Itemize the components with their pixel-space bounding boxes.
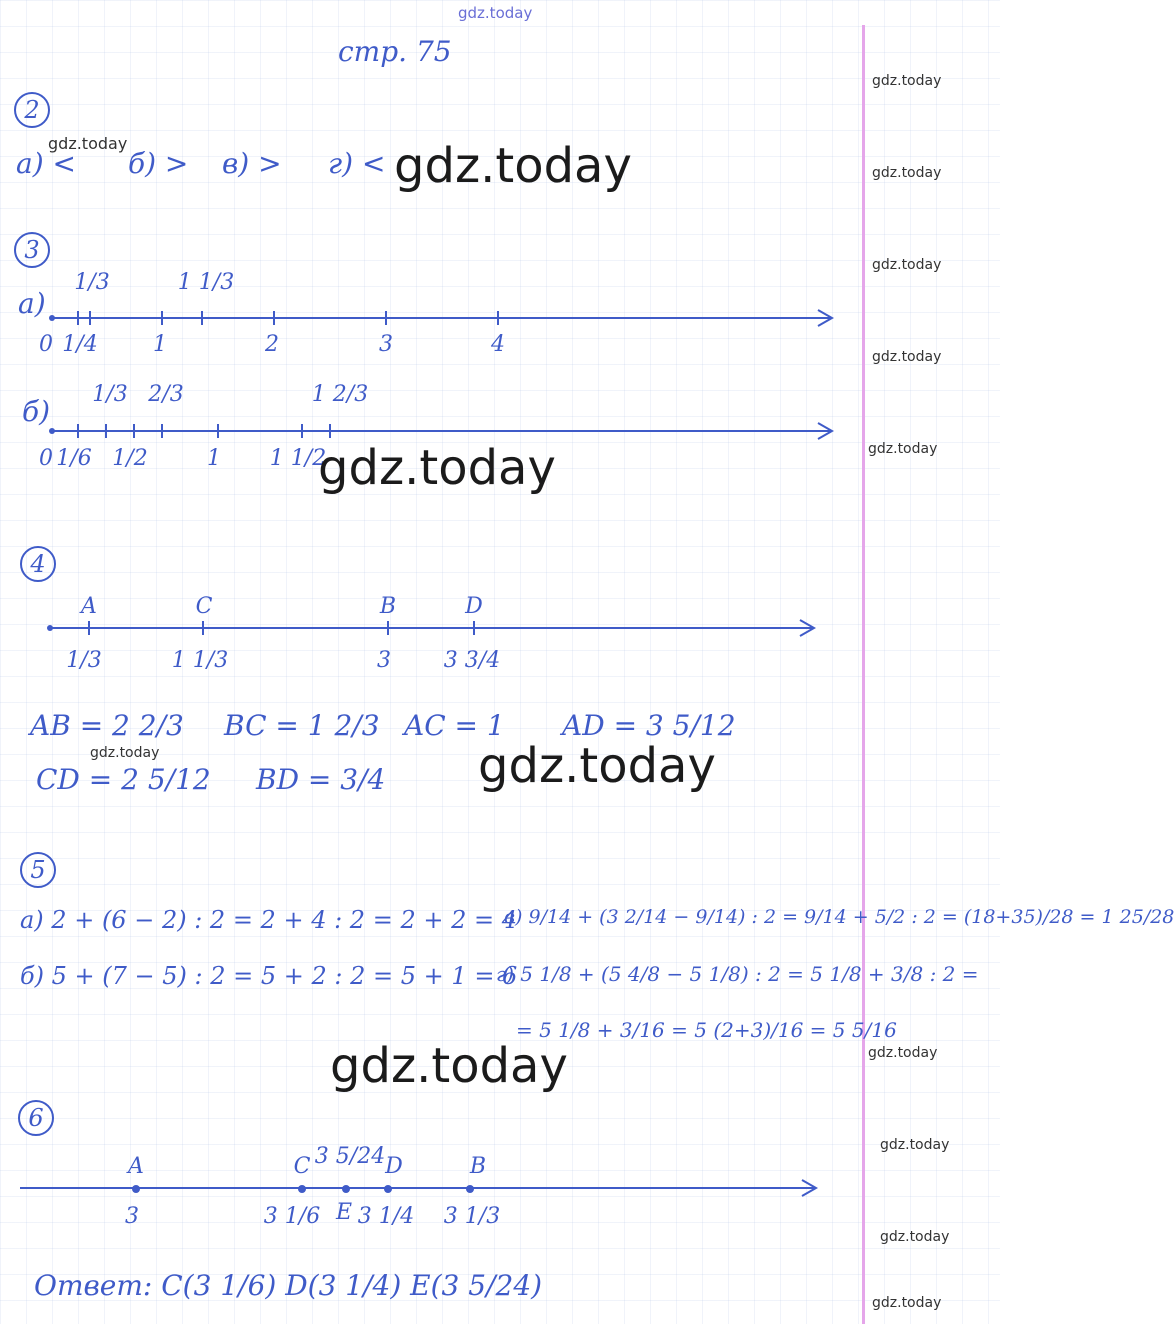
- task-5-number: 5: [20, 852, 56, 888]
- watermark-small: gdz.today: [872, 257, 942, 273]
- watermark-big: gdz.today: [478, 738, 716, 794]
- task-4-result-ab: AB = 2 2/3: [30, 709, 184, 742]
- watermark-small: gdz.today: [872, 1295, 942, 1311]
- watermark-small: gdz.today: [872, 165, 942, 181]
- task-3a-above-1: 1/3: [74, 270, 110, 295]
- task-3b-below-1: 1/6: [56, 446, 92, 471]
- task-3b-above-2: 2/3: [148, 382, 184, 407]
- watermark-small: gdz.today: [880, 1137, 950, 1153]
- watermark-top: gdz.today: [458, 4, 533, 22]
- task-3b-below-0: 0: [39, 446, 53, 471]
- task-4-result-bd: BD = 3/4: [256, 763, 386, 796]
- watermark-small: gdz.today: [872, 349, 942, 365]
- task-6-number: 6: [18, 1100, 54, 1136]
- watermark-small: gdz.today: [880, 1229, 950, 1245]
- task-4-point-d: D: [465, 594, 483, 619]
- task-5-line-g-cont: = 5 1/8 + 3/16 = 5 (2+3)/16 = 5 5/16: [516, 1018, 897, 1042]
- task-6-above-d: D: [385, 1154, 403, 1179]
- task-6-below-d: 3 1/4: [357, 1204, 415, 1229]
- task-6-below-a: 3: [125, 1204, 139, 1229]
- task-2-answer-g: г) <: [328, 147, 386, 180]
- task-5-line-v: в) 9/14 + (3 2/14 − 9/14) : 2 = 9/14 + 5/2 : 2 = (18+35)/28 = 1 25/28: [504, 906, 1174, 928]
- task-6-answer: Ответ: C(3 1/6) D(3 1/4) E(3 5/24): [34, 1269, 543, 1302]
- task-4-point-b: B: [379, 594, 397, 619]
- task-4-value-b: 3: [377, 648, 391, 673]
- task-4-result-ac: AC = 1: [404, 709, 505, 742]
- task-6-above-b: B: [469, 1154, 487, 1179]
- task-3b-below-3: 1: [207, 446, 221, 471]
- task-2-number: 2: [14, 92, 50, 128]
- task-4-value-d: 3 3/4: [443, 648, 501, 673]
- task-4-point-c: C: [195, 594, 213, 619]
- task-4-value-c: 1 1/3: [171, 648, 229, 673]
- task-4-result-ad: AD = 3 5/12: [562, 709, 736, 742]
- watermark-small: gdz.today: [868, 1045, 938, 1061]
- watermark-small: gdz.today: [48, 134, 128, 153]
- page-title: стр. 75: [338, 35, 452, 68]
- task-3a-label: а): [18, 287, 46, 320]
- task-3a-below-4: 3: [379, 332, 393, 357]
- task-4-value-a: 1/3: [66, 648, 102, 673]
- task-3a-below-1: 1/4: [62, 332, 98, 357]
- watermark-small: gdz.today: [868, 441, 938, 457]
- task-5-line-a: а) 2 + (6 − 2) : 2 = 2 + 4 : 2 = 2 + 2 = 4: [20, 906, 517, 934]
- task-3b-above-3: 1 2/3: [311, 382, 369, 407]
- task-6-below-e: E: [335, 1200, 353, 1225]
- task-2-answer-a: а) <: [16, 147, 76, 180]
- task-3a-above-2: 1 1/3: [177, 270, 235, 295]
- task-3a-below-5: 4: [491, 332, 505, 357]
- task-5-line-g: г) 5 1/8 + (5 4/8 − 5 1/8) : 2 = 5 1/8 + 3/8 : 2 =: [496, 962, 979, 986]
- task-3b-below-2: 1/2: [112, 446, 148, 471]
- task-3a-below-3: 2: [265, 332, 279, 357]
- watermark-small: gdz.today: [90, 745, 160, 761]
- task-2-answer-b: б) >: [128, 147, 189, 180]
- task-2-answer-v: в) >: [222, 147, 282, 180]
- task-5-line-b: б) 5 + (7 − 5) : 2 = 5 + 2 : 2 = 5 + 1 = 6: [20, 962, 518, 990]
- task-4-result-bc: BC = 1 2/3: [224, 709, 380, 742]
- task-4-result-cd: CD = 2 5/12: [36, 763, 211, 796]
- task-6-above-a: A: [128, 1154, 144, 1179]
- task-6-below-b: 3 1/3: [443, 1204, 501, 1229]
- task-6-below-c: 3 1/6: [263, 1204, 321, 1229]
- task-6-above-e-value: 3 5/24: [314, 1144, 386, 1169]
- watermark-small: gdz.today: [872, 73, 942, 89]
- task-3-number: 3: [14, 232, 50, 268]
- watermark-big: gdz.today: [318, 440, 556, 496]
- watermark-big: gdz.today: [330, 1038, 568, 1094]
- task-3a-below-0: 0: [39, 332, 53, 357]
- task-3a-below-2: 1: [153, 332, 167, 357]
- task-6-above-c: C: [293, 1154, 311, 1179]
- watermark-big: gdz.today: [394, 138, 632, 194]
- task-4-point-a: A: [81, 594, 97, 619]
- task-3b-below-4: 1 1/2: [269, 446, 327, 471]
- task-3b-above-1: 1/3: [92, 382, 128, 407]
- task-4-number: 4: [20, 546, 56, 582]
- task-3b-label: б): [22, 395, 51, 428]
